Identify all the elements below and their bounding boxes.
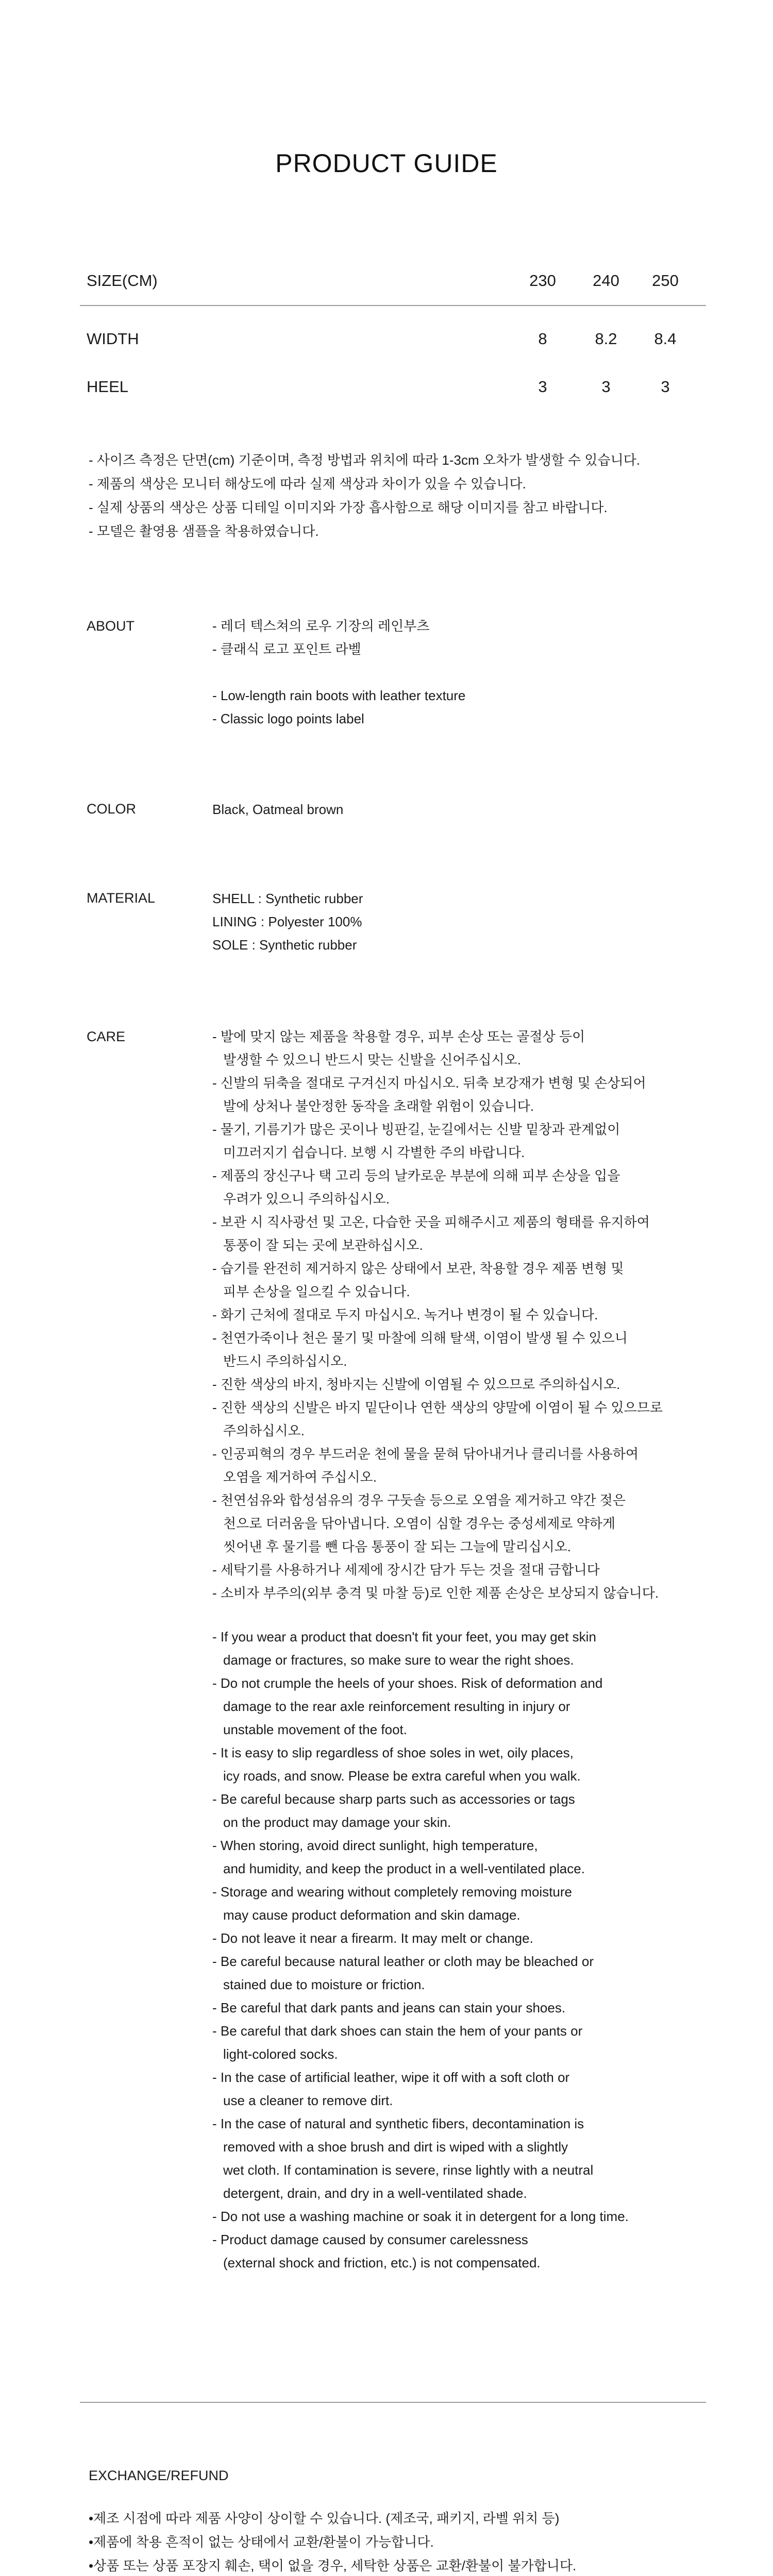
care-item: [212, 1396, 707, 1443]
about-line: - 레더 텍스쳐의 로우 기장의 레인부츠: [212, 618, 430, 634]
care-item: [212, 1327, 707, 1373]
care-line: - 소비자 부주의(외부 충격 및 마찰 등)로 인한 제품 손상은 보상되지 않습니다.: [212, 1585, 659, 1601]
care-item: [212, 1558, 707, 1582]
note-line: - 모델은 촬영용 샘플을 착용하였습니다.: [89, 523, 319, 539]
care-list-en: [212, 1625, 707, 2275]
care-line: 주의하십시오.: [223, 1423, 305, 1438]
care-item: [212, 1257, 707, 1303]
table-divider: [80, 305, 706, 306]
care-line: - 진한 색상의 신발은 바지 밑단이나 연한 색상의 양말에 이염이 될 수 있으므로: [212, 1400, 663, 1415]
material-label: MATERIAL: [87, 890, 156, 906]
care-line: stained due to moisture or friction.: [223, 1977, 425, 1992]
care-item: [212, 1118, 707, 1164]
care-item: [212, 1788, 707, 1834]
material-line: SOLE : Synthetic rubber: [212, 937, 357, 953]
care-line: - 천연섬유와 합성섬유의 경우 구둣솔 등으로 오염을 제거하고 약간 젖은: [212, 1493, 626, 1508]
care-line: - When storing, avoid direct sunlight, high temperature,: [212, 1838, 538, 1853]
care-item: [212, 1927, 707, 1950]
material-body: [212, 887, 363, 957]
care-item: [212, 2066, 707, 2112]
care-line: detergent, drain, and dry in a well-ventilated shade.: [223, 2185, 527, 2201]
care-line: 씻어낸 후 물기를 뺀 다음 통풍이 잘 되는 그늘에 말리십시오.: [223, 1539, 572, 1554]
care-line: 피부 손상을 일으킬 수 있습니다.: [223, 1284, 410, 1299]
exchange-line: •상품 또는 상품 포장지 훼손, 택이 없을 경우, 세탁한 상품은 교환/환불이 불가합니다.: [89, 2558, 577, 2573]
care-line: - It is easy to slip regardless of shoe soles in wet, oily places,: [212, 1745, 574, 1760]
care-item: [212, 2205, 707, 2228]
care-line: 발생할 수 있으니 반드시 맞는 신발을 신어주십시오.: [223, 1052, 522, 1067]
care-line: - Be careful that dark shoes can stain the hem of your pants or: [212, 2023, 583, 2039]
care-item: [212, 1443, 707, 1489]
care-line: - 진한 색상의 바지, 청바지는 신발에 이염될 수 있으므로 주의하십시오.: [212, 1377, 620, 1392]
care-line: on the product may damage your skin.: [223, 1815, 451, 1830]
about-line: - Low-length rain boots with leather texture: [212, 688, 466, 703]
care-item: [212, 2020, 707, 2066]
care-item: [212, 2228, 707, 2275]
note-line: - 사이즈 측정은 단면(cm) 기준이며, 측정 방법과 위치에 따라 1-3cm 오차가 발생할 수 있습니다.: [89, 452, 641, 468]
cell: 3: [601, 378, 611, 396]
care-line: and humidity, and keep the product in a well-ventilated place.: [223, 1861, 585, 1876]
care-item: [212, 1582, 707, 1605]
row-label: HEEL: [87, 378, 128, 396]
care-item: [212, 1303, 707, 1327]
care-item: [212, 1072, 707, 1118]
care-line: - Do not crumple the heels of your shoes. Risk of deformation and: [212, 1675, 603, 1691]
care-line: - Do not use a washing machine or soak it in detergent for a long time.: [212, 2209, 629, 2224]
size-header-240: 240: [593, 272, 619, 290]
care-line: - 보관 시 직사광선 및 고온, 다습한 곳을 피해주시고 제품의 형태를 유지하여: [212, 1214, 650, 1230]
size-header-230: 230: [529, 272, 556, 290]
care-line: - Storage and wearing without completely removing moisture: [212, 1884, 573, 1900]
care-line: icy roads, and snow. Please be extra careful when you walk.: [223, 1768, 581, 1784]
exchange-line: •제조 시점에 따라 제품 사양이 상이할 수 있습니다. (제조국, 패키지, 라벨 위치 등): [89, 2511, 560, 2526]
care-item: [212, 1672, 707, 1741]
cell: 8.4: [654, 330, 677, 348]
care-item: [212, 1996, 707, 2020]
care-line: 발에 상처나 불안정한 동작을 초래할 위험이 있습니다.: [223, 1098, 534, 1114]
care-item: [212, 1880, 707, 1927]
care-line: - 세탁기를 사용하거나 세제에 장시간 담가 두는 것을 절대 금합니다: [212, 1562, 600, 1578]
size-header-label: SIZE(CM): [87, 272, 158, 290]
care-line: - Do not leave it near a firearm. It may melt or change.: [212, 1930, 533, 1946]
care-item: [212, 1373, 707, 1396]
care-line: 통풍이 잘 되는 곳에 보관하십시오.: [223, 1238, 423, 1253]
care-line: 오염을 제거하여 주십시오.: [223, 1469, 377, 1485]
about-body: [212, 615, 465, 731]
exchange-line: •제품에 착용 흔적이 없는 상태에서 교환/환불이 가능합니다.: [89, 2534, 434, 2550]
care-line: - In the case of artificial leather, wipe it off with a soft cloth or: [212, 2070, 570, 2085]
care-item: [212, 1834, 707, 1880]
care-item: [212, 1489, 707, 1558]
care-line: - 제품의 장신구나 택 고리 등의 날카로운 부분에 의해 피부 손상을 입을: [212, 1168, 620, 1183]
care-line: removed with a shoe brush and dirt is wiped with a slightly: [223, 2139, 568, 2155]
care-item: [212, 1741, 707, 1788]
care-line: may cause product deformation and skin damage.: [223, 1907, 520, 1923]
care-line: damage or fractures, so make sure to wear the right shoes.: [223, 1652, 574, 1668]
care-line: - 발에 맞지 않는 제품을 착용할 경우, 피부 손상 또는 골절상 등이: [212, 1029, 585, 1044]
care-line: unstable movement of the foot.: [223, 1722, 407, 1737]
care-line: damage to the rear axle reinforcement resulting in injury or: [223, 1699, 570, 1714]
exchange-body: [89, 2506, 576, 2576]
care-item: [212, 1164, 707, 1211]
care-item: [212, 1211, 707, 1257]
care-line: - 천연가죽이나 천은 물기 및 마찰에 의해 탈색, 이염이 발생 될 수 있으니: [212, 1330, 628, 1346]
care-line: - Product damage caused by consumer carelessness: [212, 2232, 528, 2247]
care-line: - In the case of natural and synthetic fibers, decontamination is: [212, 2116, 584, 2131]
row-label: WIDTH: [87, 330, 139, 348]
care-line: (external shock and friction, etc.) is not compensated.: [223, 2255, 541, 2270]
note-line: - 실제 상품의 색상은 상품 디테일 이미지와 가장 흡사함으로 해당 이미지를 참고 바랍니다.: [89, 500, 608, 515]
care-line: light-colored socks.: [223, 2046, 338, 2062]
exchange-label: EXCHANGE/REFUND: [89, 2468, 229, 2483]
about-line: - 클래식 로고 포인트 라벨: [212, 641, 361, 657]
note-line: - 제품의 색상은 모니터 해상도에 따라 실제 색상과 차이가 있을 수 있습니다.: [89, 476, 526, 492]
material-line: SHELL : Synthetic rubber: [212, 891, 363, 906]
care-line: - 물기, 기름기가 많은 곳이나 빙판길, 눈길에서는 신발 밑창과 관계없이: [212, 1122, 620, 1137]
about-line: - Classic logo points label: [212, 711, 364, 726]
care-item: [212, 2112, 707, 2205]
material-line: LINING : Polyester 100%: [212, 914, 362, 929]
color-label: COLOR: [87, 801, 137, 817]
care-line: - 습기를 완전히 제거하지 않은 상태에서 보관, 착용할 경우 제품 변형 및: [212, 1261, 624, 1276]
color-value: Black, Oatmeal brown: [212, 802, 344, 817]
care-line: - If you wear a product that doesn't fit your feet, you may get skin: [212, 1629, 596, 1645]
care-label: CARE: [87, 1029, 126, 1044]
care-line: 천으로 더러움을 닦아냅니다. 오염이 심할 경우는 중성세제로 약하게: [223, 1516, 616, 1531]
cell: 3: [538, 378, 547, 396]
care-line: wet cloth. If contamination is severe, rinse lightly with a neutral: [223, 2162, 594, 2178]
care-item: [212, 1625, 707, 1672]
care-item: [212, 1025, 707, 1072]
care-list-ko: [212, 1025, 707, 1605]
size-header-250: 250: [652, 272, 679, 290]
care-line: - 신발의 뒤축을 절대로 구겨신지 마십시오. 뒤축 보강재가 변형 및 손상되어: [212, 1075, 646, 1091]
care-item: [212, 1950, 707, 1996]
care-line: - Be careful because sharp parts such as accessories or tags: [212, 1791, 575, 1807]
care-line: - Be careful because natural leather or cloth may be bleached or: [212, 1954, 594, 1969]
care-line: use a cleaner to remove dirt.: [223, 2093, 393, 2108]
cell: 3: [661, 378, 670, 396]
about-label: ABOUT: [87, 618, 135, 634]
care-line: - Be careful that dark pants and jeans can stain your shoes.: [212, 2000, 566, 2015]
cell: 8: [538, 330, 547, 348]
care-line: - 인공피혁의 경우 부드러운 천에 물을 묻혀 닦아내거나 클리너를 사용하여: [212, 1446, 639, 1462]
care-line: - 화기 근처에 절대로 두지 마십시오. 녹거나 변경이 될 수 있습니다.: [212, 1307, 598, 1323]
section-divider: [80, 2402, 706, 2403]
size-notes: [89, 448, 640, 543]
cell: 8.2: [595, 330, 617, 348]
spacer: [212, 661, 465, 684]
care-line: 우려가 있으니 주의하십시오.: [223, 1191, 390, 1207]
care-line: 반드시 주의하십시오.: [223, 1353, 347, 1369]
page-title: PRODUCT GUIDE: [275, 149, 498, 178]
care-line: 미끄러지기 쉽습니다. 보행 시 각별한 주의 바랍니다.: [223, 1145, 525, 1160]
